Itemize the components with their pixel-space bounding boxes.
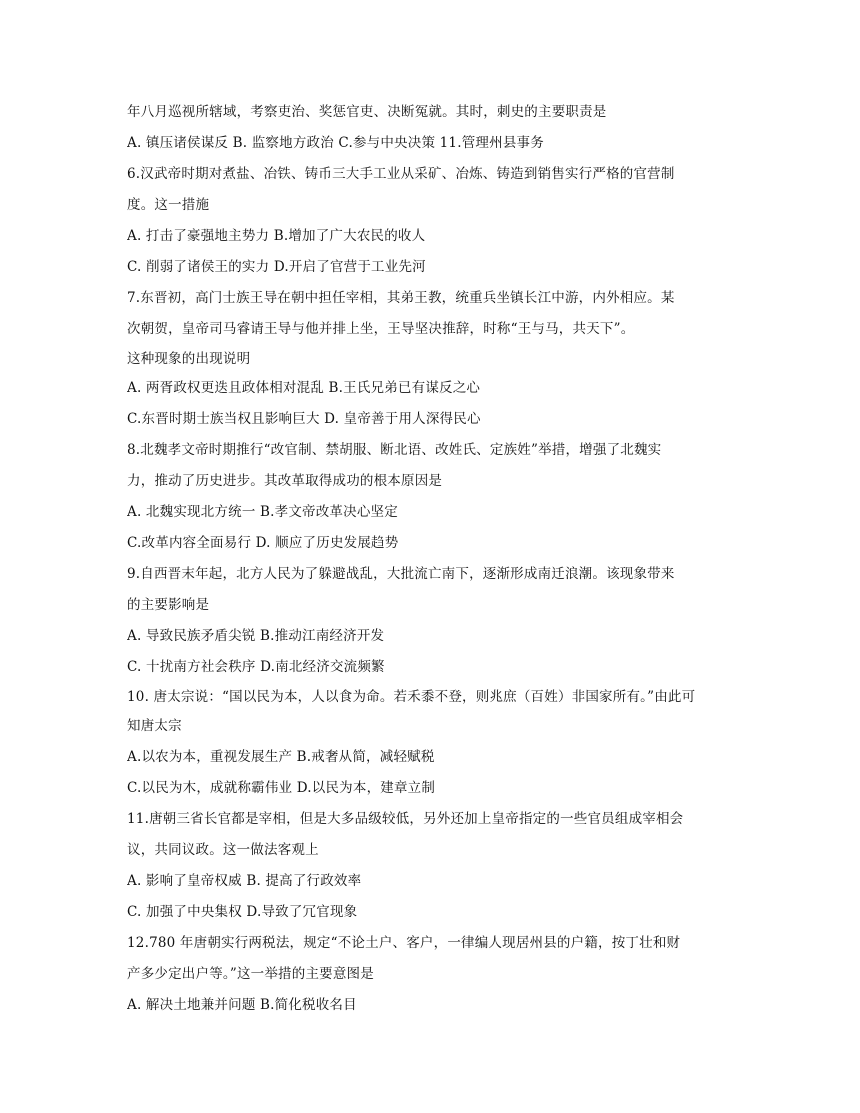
text-line-4: 度。这一措施 [127,197,210,213]
text-line-25: 议，共同议政。这一做法客观上 [127,842,319,858]
text-line-21: 知唐太宗 [127,718,182,734]
text-line-13: 力，推动了历史进步。其改革取得成功的根本原因是 [127,473,443,489]
text-line-29: 产多少定出户等。”这一举措的主要意图是 [127,966,374,982]
text-line-28: 12.780 年唐朝实行两税法，规定“不论土户、客户，一律编人现居州县的户籍，按丁壮和财 [127,935,681,951]
text-line-30: A. 解决土地兼并问题 B.简化税收名目 [127,997,357,1013]
text-line-27: C. 加强了中央集权 D.导致了冗官现象 [127,904,358,920]
text-line-10: A. 两胥政权更迭且政体相对混乱 B.王氏兄弟已有谋反之心 [127,380,481,396]
text-line-11: C.东晋时期士族当权且影响巨大 D. 皇帝善于用人深得民心 [127,411,481,427]
text-line-19: C. 十扰南方社会秩序 D.南北经济交流频繁 [127,659,385,675]
text-line-9: 这种现象的出现说明 [127,351,251,367]
text-line-17: 的主要影响是 [127,597,210,613]
text-line-12: 8.北魏孝文帝时期推行“改官制、禁胡服、断北语、改姓氏、定族姓”举措，增强了北魏实 [127,442,662,458]
text-line-20: 10. 唐太宗说：“国以民为本，人以食为命。若禾黍不登，则兆庶（百姓）非国家所有。”由此可 [127,689,696,705]
text-line-3: 6.汉武帝时期对煮盐、冶铁、铸币三大手工业从采矿、冶炼、铸造到销售实行严格的官营制 [127,166,675,182]
text-line-16: 9.自西晋末年起，北方人民为了躲避战乱，大批流亡南下，逐渐形成南迁浪潮。该现象带来 [127,566,675,582]
text-line-7: 7.东晋初，高门士族王导在朝中担任宰相，其弟王教，统重兵坐镇长江中游，内外相应。某 [127,290,675,306]
text-line-23: C.以民为木，成就称霸伟业 D.以民为本，建章立制 [127,780,436,796]
text-line-14: A. 北魏实现北方统一 B.孝文帝改革决心坚定 [127,504,398,520]
text-line-22: A.以农为本，重视发展生产 B.戒奢从简，减轻赋税 [127,749,435,765]
text-line-24: 11.唐朝三省长官都是宰相，但是大多品级较低，另外还加上皇帝指定的一些官员组成宰相会 [127,811,684,827]
text-line-2: A. 镇压诸侯谋反 B. 监察地方政治 C.参与中央决策 11.管理州县事务 [127,135,544,151]
text-line-8: 次朝贺，皇帝司马睿请王导与他并排上坐，王导坚决推辞，时称“王与马，共天下”。 [127,321,635,337]
text-line-5: A. 打击了豪强地主势力 B.增加了广大农民的收人 [127,228,426,244]
text-line-26: A. 影响了皇帝权威 B. 提高了行政效率 [127,873,362,889]
document-page [127,97,737,1021]
text-line-15: C.改革内容全面易行 D. 顺应了历史发展趋势 [127,535,399,551]
text-line-1: 年八月巡视所辖域，考察吏治、奖惩官吏、决断冤就。其时，刺史的主要职责是 [127,104,607,120]
text-line-6: C. 削弱了诸侯王的实力 D.开启了官营于工业先河 [127,259,426,275]
text-line-18: A. 导致民族矛盾尖锐 B.推动江南经济开发 [127,628,385,644]
